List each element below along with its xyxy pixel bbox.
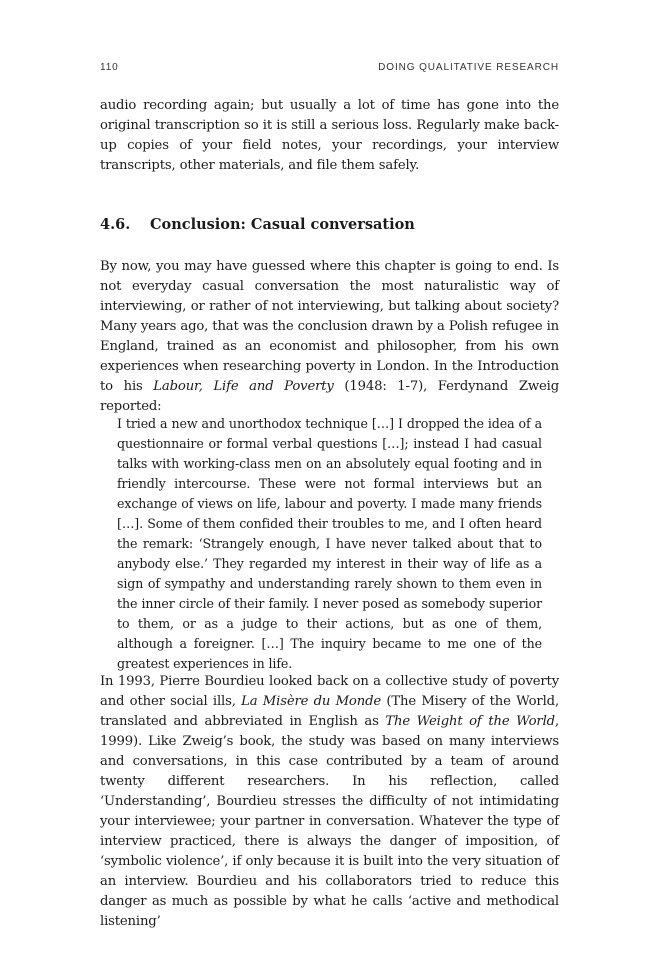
paragraph-casual-conversation [100, 257, 559, 417]
section-number: 4.6. [100, 216, 131, 233]
paragraph-text-2: (The Misery of the World, translated and abbreviated in English as [100, 694, 559, 729]
running-header [100, 62, 559, 76]
paragraph-text-1: In 1993, Pierre Bourdieu looked back on a collective study of poverty and other social ills, [100, 674, 559, 709]
book-title-labour-life-poverty: Labour, Life and Poverty [153, 379, 334, 394]
page-number: 110 [100, 62, 119, 73]
paragraph-text-3: , 1999). Like Zweig’s book, the study was based on many interviews and conversations, in this case contributed by a team of around twenty different researchers. In his reflection, called ‘Understanding’, Bourdieu stresses the difficulty of not intimidating your interviewee; your partner in conversation. Whatever the type of interview practiced, there is always the danger of imposition, of ‘symbolic violence’, if only because it is built into the very situation of an interview. Bourdieu and his collaborators tried to reduce this danger as much as possible by what he calls ‘active and methodical listening’ [100, 714, 559, 929]
paragraph-backup-advice [100, 96, 559, 176]
section-title: Conclusion: Casual conversation [150, 216, 415, 233]
book-title-misere-du-monde: La Misère du Monde [241, 694, 382, 709]
paragraph-text: audio recording again; but usually a lot of time has gone into the original transcription so it is still a serious loss. Regularly make back-up copies of your field notes, your recordings, your interview transcripts, other materials, and file them safely. [100, 98, 559, 173]
book-title-weight-of-the-world: The Weight of the World [385, 714, 555, 729]
running-title: DOING QUALITATIVE RESEARCH [378, 62, 559, 73]
quote-text: I tried a new and unorthodox technique […] I dropped the idea of a questionnaire or formal verbal questions […]; instead I had casual talks with working-class men on an absolutely equal footing and in friendly intercourse. These were not formal interviews but an exchange of views on life, labour and poverty. I made many friends […]. Some of them confided their troubles to me, and I often heard the remark: ‘Strangely enough, I have never talked about that to anybody else.’ They regarded my interest in their way of life as a sign of sympathy and understanding rarely shown to them even in the inner circle of their family. I never posed as somebody superior to them, or as a judge to their actions, but as one of them, although a foreigner. […] The inquiry became to me one of the greatest experiences in life. [117, 416, 542, 671]
paragraph-text-before: By now, you may have guessed where this chapter is going to end. Is not everyday casual conversation the most naturalistic way of interviewing, or rather of not interviewing, but talking about society? Many years ago, that was the conclusion drawn by a Polish refugee in England, trained as an economist and philosopher, from his own experiences when researching poverty in London. In the Introduction to his [100, 259, 559, 394]
paragraph-text-after: (1948: 1-7), Ferdynand Zweig reported: [100, 379, 559, 414]
paragraph-bourdieu [100, 672, 559, 932]
section-heading [100, 215, 559, 235]
zweig-block-quote [117, 414, 542, 674]
